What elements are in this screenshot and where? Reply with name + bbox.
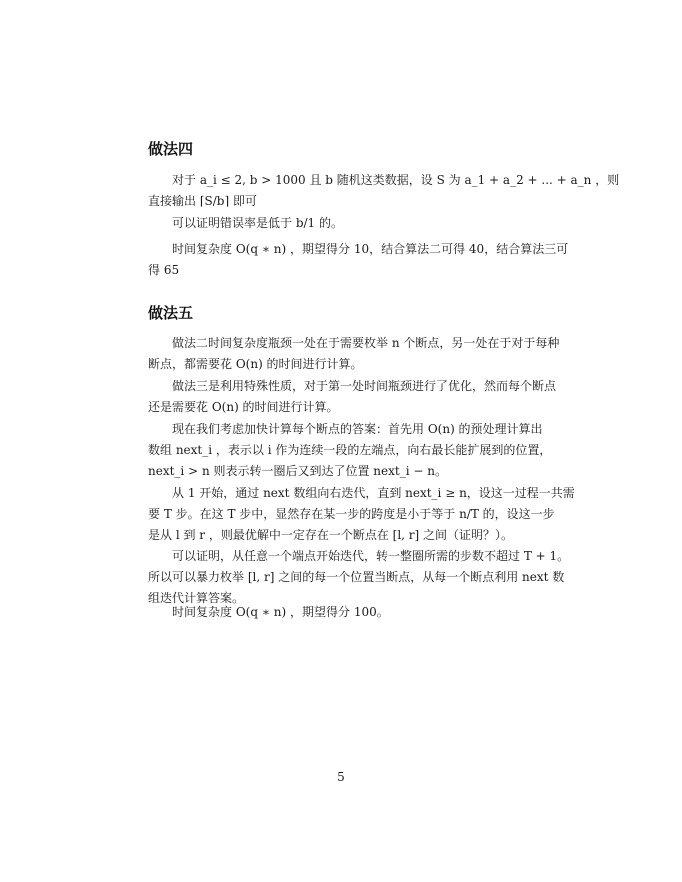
text-line: 要 T 步。在这 T 步中，显然存在某一步的跨度是小于等于 n/T 的，设这一步 (148, 507, 555, 521)
text-line: 组迭代计算答案。 (148, 591, 245, 605)
text-line: 从 1 开始，通过 next 数组向右迭代，直到 next_i ≥ n，设这一过程一共需 (172, 486, 575, 500)
text-line: next_i > n 则表示转一圈后又到达了位置 next_i − n。 (148, 464, 447, 478)
paragraph-method-4-complexity (148, 239, 569, 281)
paragraph-method-3-optimization (148, 376, 557, 418)
text-line: 数组 next_i ，表示以 i 作为连续一段的左端点，向右最长能扩展到的位置， (148, 443, 552, 457)
text-line: 所以可以暴力枚举 [l, r] 之间的每一个位置当断点，从每一个断点利用 next 数 (148, 570, 565, 584)
text-line: 还是需要花 O(n) 的时间进行计算。 (148, 400, 339, 414)
text-line: 是从 l 到 r ，则最优解中一定存在一个断点在 [l, r] 之间（证明？）。 (148, 528, 514, 542)
text-line: 可以证明错误率是低于 b/1 的。 (172, 216, 343, 230)
text-line: 时间复杂度 O(q ∗ n) ，期望得分 10，结合算法二可得 40，结合算法三可 (172, 242, 569, 256)
paragraph-method-5-bottleneck (148, 333, 560, 375)
text-line: 得 65 (148, 263, 180, 277)
text-line: 做法三是利用特殊性质，对于第一处时间瓶颈进行了优化，然而每个断点 (172, 379, 557, 393)
paragraph-method-5-complexity (148, 602, 538, 623)
text-line: 直接输出 ⌈S/b⌉ 即可 (148, 194, 257, 208)
paragraph-error-rate (148, 213, 538, 234)
text-line: 断点，都需要花 O(n) 的时间进行计算。 (148, 357, 363, 371)
page-number: 5 (337, 770, 345, 784)
section-heading-method-4: 做法四 (148, 140, 194, 158)
text-line: 时间复杂度 O(q ∗ n) ，期望得分 100。 (172, 605, 389, 619)
section-heading-method-5: 做法五 (148, 304, 194, 322)
text-line: 可以证明，从任意一个端点开始迭代，转一整圈所需的步数不超过 T + 1。 (172, 549, 570, 563)
text-line: 做法二时间复杂度瓶颈一处在于需要枚举 n 个断点，另一处在于对于每种 (172, 336, 560, 350)
paragraph-iteration (148, 483, 575, 546)
paragraph-next-array (148, 419, 552, 482)
text-line: 现在我们考虑加快计算每个断点的答案：首先用 O(n) 的预处理计算出 (172, 422, 543, 436)
paragraph-method-4-intro (148, 170, 620, 212)
paragraph-proof (148, 546, 570, 609)
text-line: 对于 a_i ≤ 2, b > 1000 且 b 随机这类数据，设 S 为 a_1 + a_2 + ... + a_n ，则 (172, 173, 620, 187)
